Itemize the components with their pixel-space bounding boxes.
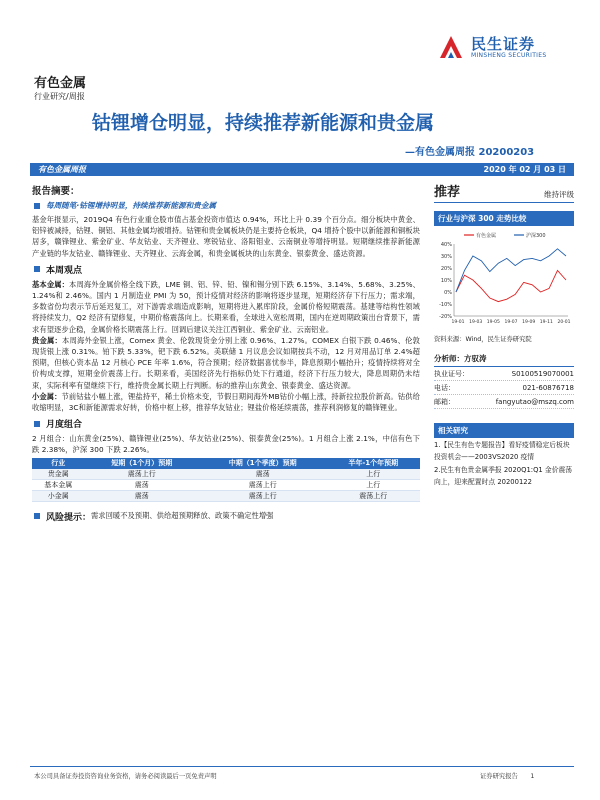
table-cell: 震荡	[85, 490, 199, 501]
industry-vs-hs300-chart	[434, 228, 574, 330]
outlook-table	[32, 458, 420, 502]
report-type: 行业研究/周报	[34, 92, 85, 101]
precious-metals-text: 本周海外金银上涨，Comex 黄金、伦敦现货金分别上涨 0.96%、1.27%。COMEX 白银下跌 0.46%、伦敦现货银上涨 0.31%。铂下跌 5.33%，钯下跌 6.52%。美联储 1 月议息会议如期按兵不动，12 月对用品订单 2.4%超预期，但核心资本品 12 月核心 PCE 年率 1.6%，符合预期；经济数据喜忧参半，降息预期小幅抬升；疫情持续将对全价构成支撑，短期金价震荡上行。长期来看，美国经济先行指标仍处下行通道，经济下行压力较大，降息周期仍未结束，实际利率有望继续下行，维持贵金属长期上行判断。标的推荐山东黄金、银泰黄金、盛达资源。	[32, 335, 421, 390]
table-cell: 基本金属	[32, 479, 85, 490]
chart-x-tick-label: 19-01	[451, 320, 465, 325]
outlook-header-mid: 中期（1个季度）预期	[199, 458, 327, 469]
industry-category: 有色金属	[34, 76, 87, 91]
rating-row	[434, 181, 574, 203]
analyst-phone-value: 021-60876718	[522, 383, 574, 392]
precious-metals-paragraph	[32, 335, 420, 391]
precious-metals-label: 贵金属：	[32, 335, 62, 345]
banner-report-series: 有色金属周报	[38, 165, 86, 174]
bullet-square-icon	[34, 203, 40, 209]
sidebar-column	[434, 181, 574, 488]
chart-series-line	[456, 270, 566, 301]
analyst-license-label: 执业证号：	[434, 369, 469, 378]
summary-heading: 报告摘要：	[32, 186, 80, 197]
rating-value: 维持评级	[544, 190, 574, 199]
analyst-heading: 分析师：方驭涛	[434, 353, 574, 367]
chart-x-tick-label: 19-09	[522, 320, 536, 325]
weekly-highlight-text: 每周随笔·钴锂增持明显，持续推荐新能源和贵金属	[46, 201, 216, 210]
chart-source: 资料来源：Wind，民生证券研究院	[434, 336, 532, 343]
chart-y-tick-label: -10%	[439, 302, 452, 308]
outlook-header-short: 短期（1个月）预期	[85, 458, 199, 469]
analyst-email-value[interactable]: fangyutao@mszq.com	[495, 397, 574, 406]
analyst-license-value: S0100519070001	[511, 369, 574, 378]
table-cell: 震荡上行	[326, 490, 420, 501]
review-heading-row	[32, 263, 420, 276]
outlook-header-industry: 行业	[32, 458, 85, 469]
chart-series-line	[456, 249, 566, 292]
bullet-square-icon	[34, 421, 40, 427]
portfolio-heading: 月度组合	[46, 420, 83, 431]
base-metals-paragraph	[32, 279, 420, 335]
footer-page-info: 证券研究报告 1	[480, 773, 535, 780]
related-item[interactable]: 1.【民生有色专题报告】看好疫情稳定后板块投资机会——2003VS2020 疫情	[434, 441, 570, 461]
review-heading: 本周观点	[46, 265, 83, 276]
chart-legend-label: 有色金属	[476, 233, 497, 239]
chart-svg	[434, 228, 574, 330]
banner-date: 2020 年 02 月 03 日	[483, 165, 566, 174]
minor-metals-label: 小金属：	[32, 391, 62, 401]
rating-label: 推荐	[434, 185, 461, 200]
related-item[interactable]: 2.民生有色贵金属季报 2020Q1:Q1 金价震荡向上，迎来配置时点 20200122	[434, 466, 573, 486]
minor-metals-text: 节前钴盐小幅上涨，锂盐持平，稀土价格未变，节假日期间海外MB钴价小幅上涨，持新拉拉股价新高。钴供给收缩明显，3C和新能源需求好转，价格中枢上移，推荐华友钴业；锂盐价格延续震荡，推荐利润修复的赣锋锂业。	[32, 391, 421, 413]
chart-y-tick-label: 0%	[444, 290, 452, 296]
risk-row	[32, 510, 420, 523]
logo-text-en: MINSHENG SECURITIES	[471, 52, 547, 59]
table-cell: 震荡上行	[199, 479, 327, 490]
bullet-square-icon	[34, 266, 40, 272]
analyst-email-row	[434, 395, 574, 409]
chart-x-tick-label: 19-03	[469, 320, 483, 325]
chart-legend-label: 沪深300	[526, 233, 546, 239]
table-cell: 贵金属	[32, 469, 85, 480]
table-row	[32, 469, 420, 480]
chart-y-tick-label: 30%	[440, 254, 452, 260]
table-cell: 震荡	[85, 479, 199, 490]
logo-text-cn: 民生证券	[471, 35, 536, 53]
minsheng-logo-mark-icon	[436, 32, 466, 62]
related-heading: 相关研究	[434, 423, 574, 438]
summary-column	[32, 181, 420, 526]
risk-text: 需求回暖不及预期、供给超预期释放、政策不确定性增强	[91, 511, 274, 521]
chart-x-tick-label: 19-11	[539, 320, 553, 325]
table-cell: 震荡上行	[85, 469, 199, 480]
analyst-phone-row	[434, 381, 574, 395]
chart-x-tick-label: 19-05	[486, 320, 500, 325]
report-title: 钴锂增仓明显，持续推荐新能源和贵金属	[92, 112, 435, 134]
table-row	[32, 490, 420, 501]
minor-metals-paragraph	[32, 391, 420, 413]
bullet-square-icon	[34, 513, 40, 519]
risk-label: 风险提示：	[46, 512, 92, 523]
table-cell: 上行	[326, 469, 420, 480]
table-row	[32, 479, 420, 490]
weekly-highlight	[32, 200, 420, 211]
table-cell: 震荡	[199, 469, 327, 480]
footer-divider	[30, 766, 574, 767]
outlook-table-header-row	[32, 458, 420, 469]
chart-heading: 行业与沪深 300 走势比较	[434, 211, 574, 226]
outlook-header-long: 半年-1个年预期	[326, 458, 420, 469]
table-cell: 震荡上行	[199, 490, 327, 501]
portfolio-paragraph: 2 月组合：山东黄金(25%)、赣锋锂业(25%)、华友钴业(25%)、银泰黄金(25%)。1 月组合上涨 2.1%，中信有色下跌 2.38%，沪深 300 下跌 2.26%。	[32, 434, 420, 455]
base-metals-text: 本周海外金属价格全线下跌，LME 铜、铝、锌、铅、镍和锡分别下跌 6.15%、3.14%、5.68%、3.25%、1.24%和 2.46%。国内 1 月制造业 PMI 为 50，预计疫情对经济的影响将逐步显现，短期经济存下行压力；需求端，多数省份均表示节后延迟复工，对下游需求端造成影响，短期将进入累库阶段，金属价格短期震荡。基建等结构性领域将持续发力，Q2 经济有望修复，中期价格震荡向上。长期来看，全球进入宽松周期，国内在逆周期政策出台背景下，需求有望逐步企稳，金属价格长期震荡上行。回调后建议关注江西铜业、紫金矿业、云南铝业。	[32, 279, 420, 334]
chart-y-tick-label: 20%	[440, 266, 452, 272]
header-banner	[30, 163, 574, 176]
base-metals-label: 基本金属：	[32, 279, 70, 289]
highlight-paragraph: 基金年报显示，2019Q4 有色行业重仓股市值占基金投资市值达 0.94%，环比上升 0.39 个百分点。细分板块中黄金、铝锌被减持，钴锂、铜铝、其他金属均被增持。钴锂和贵金属板块仍是主要持仓板块，Q4 增持个股中以新能源和铜板块居多，赣锋锂业、紫金矿业、华友钴业、天齐锂业、寒锐钴业、洛阳钼业、云南铜业等增持明显。短期继续推荐新能源产业链的华友钴业、赣锋锂业、天齐锂业、云海金属，和贵金属板块的山东黄金、银泰黄金、盛达资源。	[32, 215, 420, 258]
table-cell: 上行	[326, 479, 420, 490]
chart-y-tick-label: 40%	[440, 242, 452, 248]
chart-y-tick-label: -20%	[439, 314, 452, 320]
report-subtitle: —有色金属周报 20200203	[405, 147, 535, 158]
analyst-phone-label: 电话：	[434, 383, 455, 392]
analyst-email-label: 邮箱：	[434, 397, 455, 406]
footer-disclaimer: 本公司具备证券投资咨询业务资格，请务必阅读最后一页免责声明	[34, 773, 217, 780]
minsheng-logo	[436, 32, 576, 64]
chart-x-tick-label: 19-07	[504, 320, 518, 325]
analyst-license-row	[434, 367, 574, 381]
portfolio-heading-row	[32, 417, 420, 430]
chart-x-tick-label: 20-01	[557, 320, 571, 325]
table-cell: 小金属	[32, 490, 85, 501]
chart-y-tick-label: 10%	[440, 278, 452, 284]
